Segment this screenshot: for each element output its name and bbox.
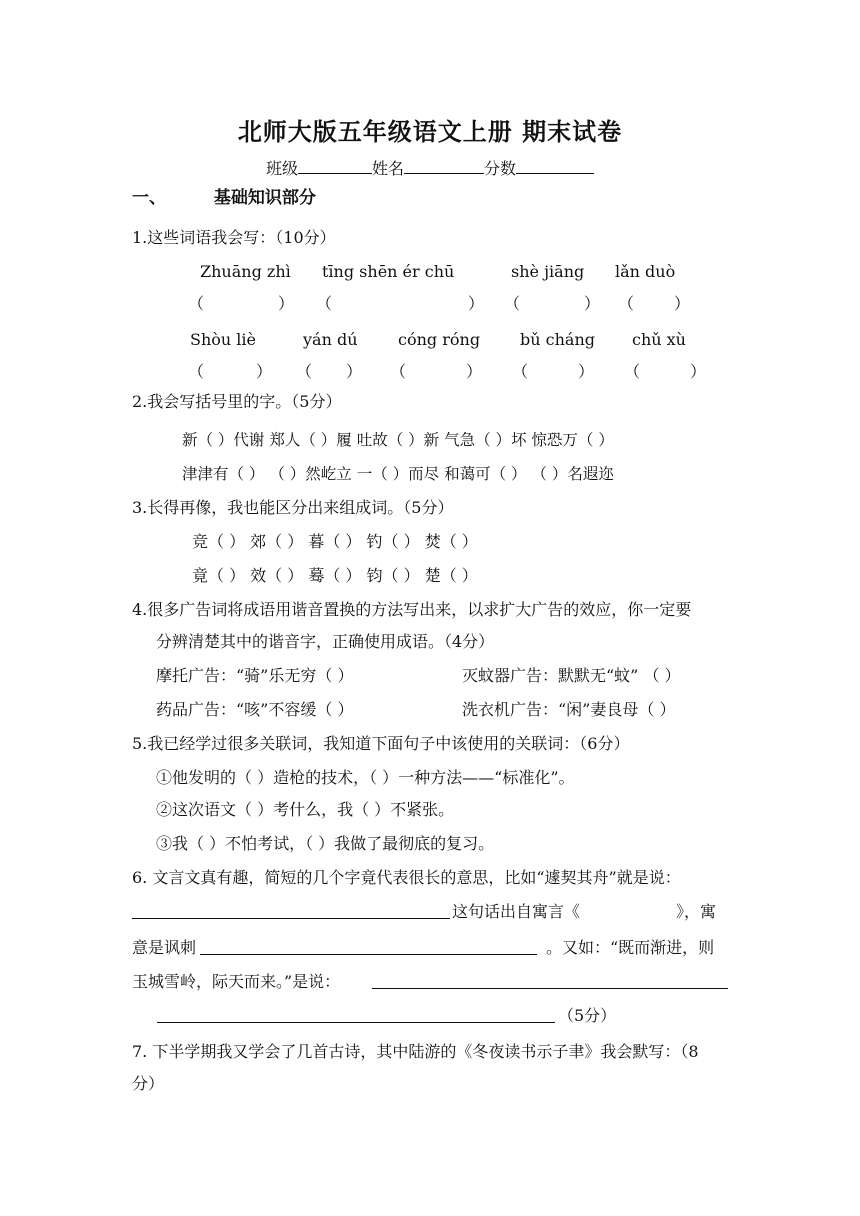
student-info-line: [0, 156, 860, 179]
q1-pinyin-6: yán dú: [303, 330, 358, 349]
q4-prompt-2: 分辨清楚其中的谐音字，正确使用成语。（4分）: [156, 632, 495, 651]
q1-answer-8[interactable]: （ ）: [512, 362, 595, 381]
page-title: 北师大版五年级语文上册 期末试卷: [237, 118, 623, 146]
q1-answer-3[interactable]: （ ）: [504, 294, 601, 313]
q1-answer-6[interactable]: （ ）: [296, 362, 363, 381]
q1-pinyin-5: Shòu liè: [190, 330, 256, 349]
section-label: 基础知识部分: [213, 188, 316, 208]
name-label: 姓名: [371, 159, 404, 178]
q4-prompt-1: 4.很多广告词将成语用谐音置换的方法写出来，以求扩大广告的效应，你一定要: [132, 600, 692, 619]
q6-line-4a: 玉城雪岭，际天而来。”是说：: [132, 972, 341, 991]
q6-blank-3[interactable]: [200, 954, 537, 955]
score-blank[interactable]: [516, 158, 594, 174]
q1-pinyin-4: lǎn duò: [615, 262, 676, 281]
q1-answer-9[interactable]: （ ）: [624, 362, 707, 381]
q1-answer-1[interactable]: （ ）: [188, 294, 295, 313]
q6-line-3a: 意是讽刺: [132, 938, 197, 957]
q5-sentence-3[interactable]: ③我（ ）不怕考试，（ ）我做了最彻底的复习。: [156, 834, 495, 853]
q2-prompt: 2.我会写括号里的字。（5分）: [132, 392, 342, 411]
q1-pinyin-3: shè jiāng: [511, 262, 585, 281]
class-label: 班级: [265, 159, 298, 178]
q5-sentence-1[interactable]: ①他发明的（ ）造枪的技术，（ ）一种方法——“标准化”。: [156, 768, 575, 787]
q1-pinyin-9: chǔ xù: [632, 330, 686, 349]
q4-item-a[interactable]: 摩托广告：“骑”乐无穷（ ）: [156, 666, 354, 685]
q7-line-2: 分）: [132, 1074, 165, 1093]
q6-blank-1[interactable]: [132, 918, 450, 919]
q6-line-2a: 这句话出自寓言《: [452, 902, 581, 921]
q1-answer-7[interactable]: （ ）: [390, 362, 483, 381]
q5-prompt: 5.我已经学过很多关联词，我知道下面句子中该使用的关联词：（6分）: [132, 734, 630, 753]
q1-prompt: 1.这些词语我会写：（10分）: [132, 228, 336, 247]
q6-blank-4[interactable]: [372, 988, 728, 989]
q4-item-d[interactable]: 洗衣机广告：“闲”妻良母（ ）: [462, 700, 676, 719]
q6-score: （5分）: [558, 1006, 617, 1025]
q3-prompt: 3.长得再像，我也能区分出来组成词。（5分）: [132, 498, 454, 517]
q7-line-1: 7. 下半学期我又学会了几首古诗，其中陆游的《冬夜读书示子聿》我会默写：（8: [132, 1042, 699, 1061]
q5-sentence-2[interactable]: ②这次语文（ ）考什么，我（ ）不紧张。: [156, 800, 455, 819]
section-number: 一、: [132, 188, 166, 208]
q6-line-3b: 。又如：“既而渐进，则: [546, 938, 715, 957]
q1-pinyin-2: tīng shēn ér chū: [322, 262, 455, 281]
q4-item-c[interactable]: 药品广告：“咳”不容缓（ ）: [156, 700, 354, 719]
q6-line-1: 6. 文言文真有趣，简短的几个字竟代表很长的意思，比如“遽契其舟”就是说：: [132, 868, 681, 887]
q3-line-2[interactable]: 竟（ ） 效（ ） 蓦（ ） 钧（ ） 楚（ ）: [192, 566, 478, 585]
name-blank[interactable]: [404, 158, 484, 174]
q2-line-1[interactable]: 新（ ）代谢 郑人（ ）履 吐故（ ）新 气急（ ）坏 惊恐万（ ）: [182, 431, 614, 449]
class-blank[interactable]: [298, 158, 372, 174]
q3-line-1[interactable]: 竞（ ） 郊（ ） 暮（ ） 钓（ ） 焚（ ）: [192, 532, 478, 551]
score-label: 分数: [484, 159, 517, 178]
q6-line-2b: 》，寓: [676, 902, 717, 921]
q1-answer-2[interactable]: （ ）: [316, 294, 485, 313]
q1-pinyin-8: bǔ cháng: [520, 330, 595, 349]
q6-blank-5[interactable]: [157, 1022, 555, 1023]
q2-line-2[interactable]: 津津有（ ） （ ）然屹立 一（ ）而尽 和蔼可（ ） （ ）名遐迩: [182, 465, 614, 483]
q1-pinyin-7: cóng róng: [398, 330, 481, 349]
q1-answer-5[interactable]: （ ）: [188, 362, 273, 381]
q1-pinyin-1: Zhuāng zhì: [200, 262, 291, 281]
q1-answer-4[interactable]: （ ）: [618, 294, 691, 313]
section-heading: [132, 188, 316, 208]
q4-item-b[interactable]: 灭蚊器广告：默默无“蚊” （ ）: [462, 666, 681, 685]
